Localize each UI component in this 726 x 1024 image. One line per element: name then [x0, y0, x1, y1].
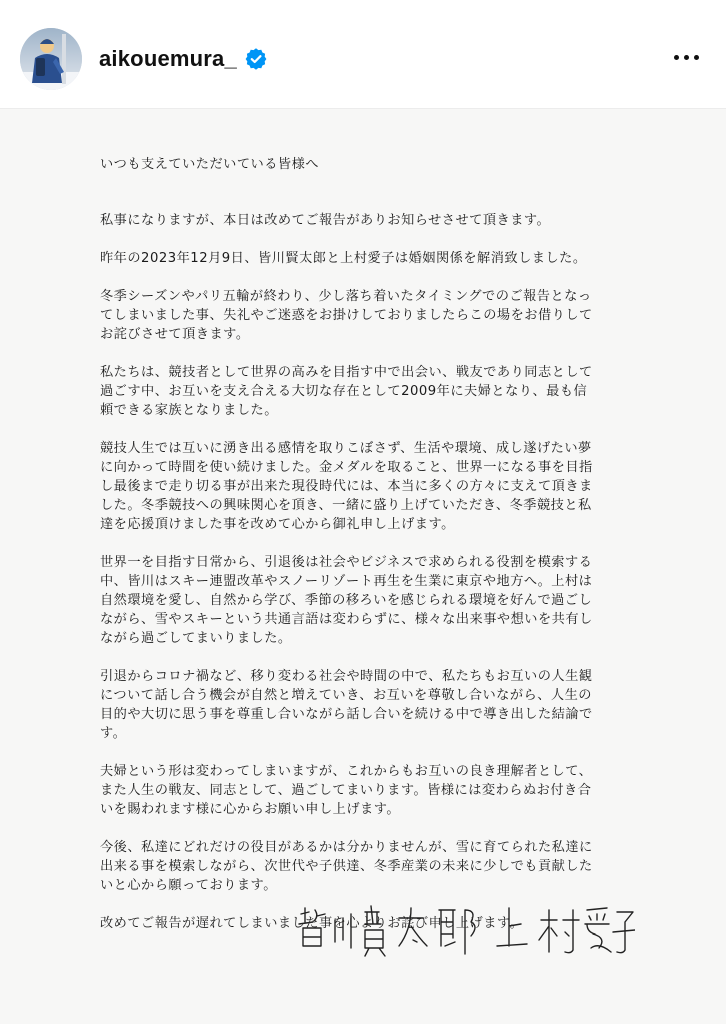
paragraph-2	[100, 249, 660, 268]
paragraph-8	[100, 762, 660, 819]
paragraph-4	[100, 363, 660, 420]
paragraph-line: ながら、雪やスキーという共通言語は変わらずに、様々な出来事や想いを共有し	[100, 612, 593, 627]
username[interactable]: aikouemura_	[99, 46, 237, 71]
paragraph-line: また人生の戦友、同志として、過ごしてまいります。皆様には変わらぬお付き合	[100, 783, 592, 798]
paragraph-line: した。冬季競技への興味関心を頂き、一緒に盛り上げていただき、冬季競技と私	[100, 498, 592, 513]
paragraph-line: す。	[100, 726, 127, 741]
paragraph-line: 私事になりますが、本日は改めてご報告がありお知らせさせて頂きます。	[100, 213, 551, 228]
paragraph-line: いを賜われます様に心からお願い申し上げます。	[100, 802, 401, 817]
paragraph-line: 引退からコロナ禍など、移り変わる社会や時間の中で、私たちもお互いの人生観	[100, 669, 593, 684]
paragraph-line: 中、皆川はスキー連盟改革やスノーリゾート再生を生業に東京や地方へ。上村は	[100, 574, 593, 589]
handwritten-signatures	[295, 902, 635, 962]
paragraph-line: 今後、私達にどれだけの役目があるかは分かりませんが、雪に育てられた私達に	[100, 840, 593, 855]
letter-greeting: いつも支えていただいている皆様へ	[100, 157, 319, 172]
signature-uemura	[497, 908, 635, 953]
paragraph-line: 私たちは、競技者として世界の高みを目指す中で出会い、戦友であり同志として	[100, 365, 593, 380]
paragraph-line: てしまいました事、失礼やご迷惑をお掛けしておりましたらこの場をお借りして	[100, 308, 593, 323]
username-row	[99, 46, 267, 72]
more-options-icon	[674, 55, 679, 60]
paragraph-1	[100, 211, 660, 230]
paragraph-line: 競技人生では互いに湧き出る感情を取りこぼさず、生活や環境、成し遂げたい夢	[100, 441, 592, 456]
paragraph-line: について話し合う機会が自然と増えていき、お互いを尊敬し合いながら、人生の	[100, 688, 592, 703]
paragraph-6	[100, 553, 660, 648]
letter-text	[100, 155, 660, 933]
paragraph-line: 自然環境を愛し、自然から学び、季節の移ろいを感じられる環境を好んで過ごし	[100, 593, 593, 608]
letter-image	[0, 109, 726, 1024]
paragraph-7	[100, 667, 660, 743]
more-options-button[interactable]	[668, 47, 704, 67]
paragraph-line: 昨年の2023年12月9日、皆川賢太郎と上村愛子は婚姻関係を解消致しました。	[100, 251, 587, 266]
profile-photo-icon	[20, 28, 82, 90]
verified-badge-icon	[245, 48, 267, 70]
avatar[interactable]	[20, 28, 82, 90]
paragraph-line: ながら過ごしてまいりました。	[100, 631, 292, 646]
letter-closing: 改めてご報告が遅れてしまいました事を心よりお詫び申し上げます。	[100, 916, 524, 931]
paragraph-line: お詫びさせて頂きます。	[100, 327, 250, 342]
paragraph-line: 世界一を目指す日常から、引退後は社会やビジネスで求められる役割を模索する	[100, 555, 593, 570]
paragraph-9	[100, 838, 660, 895]
paragraph-5	[100, 439, 660, 534]
paragraph-line: 頼できる家族となりました。	[100, 403, 278, 418]
paragraph-line: し最後まで走り切る事が出来た現役時代には、本当に多くの方々に支えて頂きま	[100, 479, 593, 494]
paragraph-line: 達を応援頂けました事を改めて心から御礼申し上げます。	[100, 517, 455, 532]
post-header	[0, 0, 726, 109]
paragraph-line: 冬季シーズンやパリ五輪が終わり、少し落ち着いたタイミングでのご報告となっ	[100, 289, 592, 304]
paragraph-line: いと心から願っております。	[100, 878, 277, 893]
paragraph-3	[100, 287, 660, 344]
paragraph-line: 過ごす中、お互いを支え合える大切な存在として2009年に夫婦となり、最も信	[100, 384, 588, 399]
paragraph-line: に向かって時間を使い続けました。金メダルを取ること、世界一になる事を目指	[100, 460, 593, 475]
signature-minagawa	[299, 906, 475, 956]
paragraph-line: 出来る事を模索しながら、次世代や子供達、冬季産業の未来に少しでも貢献した	[100, 859, 593, 874]
paragraph-line: 目的や大切に思う事を尊重し合いながら話し合いを続ける中で導き出した結論で	[100, 707, 593, 722]
paragraph-line: 夫婦という形は変わってしまいますが、これからもお互いの良き理解者として、	[100, 764, 593, 779]
